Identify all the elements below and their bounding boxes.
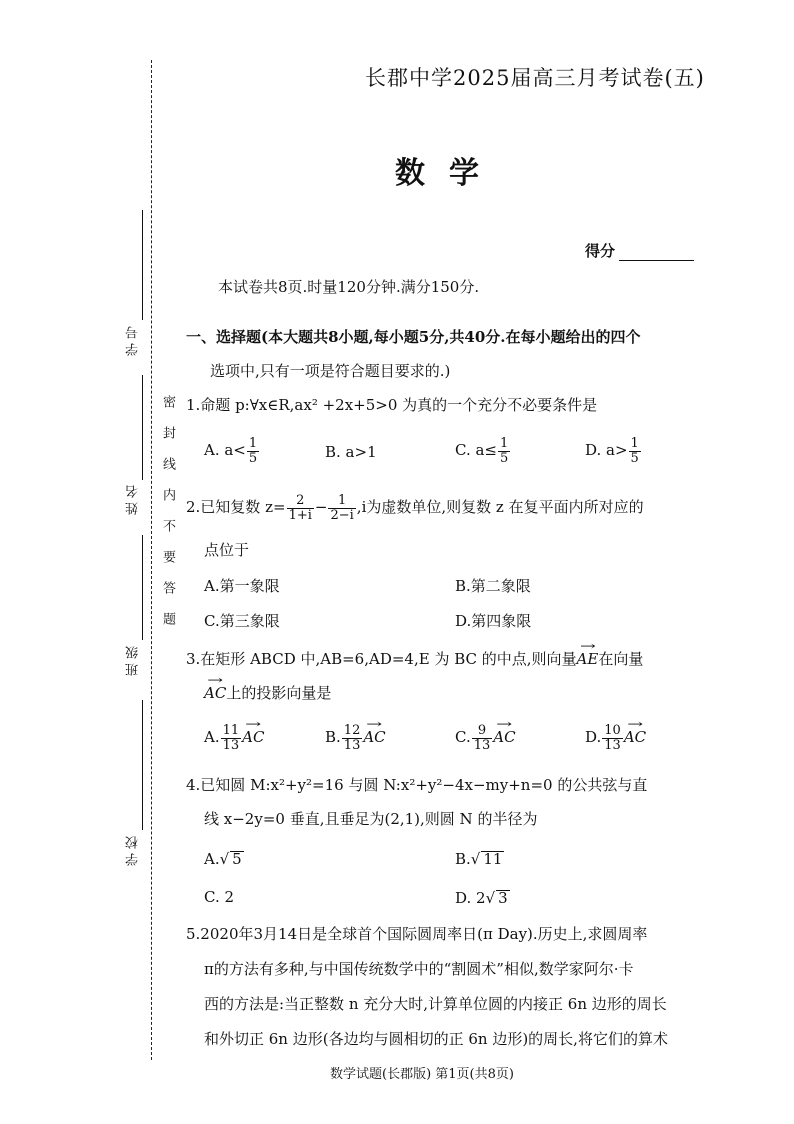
binding-label-name: 姓 名 xyxy=(126,485,141,516)
q4-d-label: D. 2 xyxy=(455,889,486,907)
binding-dashed-line xyxy=(151,60,152,1060)
q3-d-den: 13 xyxy=(604,737,621,753)
exam-intro: 本试卷共8页.时量120分钟.满分150分. xyxy=(218,278,480,296)
q2-option-b: B.第二象限 xyxy=(455,577,531,595)
score-blank xyxy=(619,246,694,261)
binding-line-class xyxy=(142,535,143,640)
q2-stem-a: 2.已知复数 z= xyxy=(186,498,286,517)
q4-b-label: B. xyxy=(455,850,471,868)
q3-stem-line2 xyxy=(204,686,331,701)
q3-option-a xyxy=(204,724,264,752)
q4-b-rad: 11 xyxy=(483,850,503,868)
q3-stem xyxy=(186,652,643,667)
section1-line1: 一、选择题(本大题共8小题,每小题5分,共40分.在每小题给出的四个 xyxy=(186,328,641,346)
exam-title: 长郡中学2025届高三月考试卷(五) xyxy=(365,66,705,90)
q1-c-text: C. a≤ xyxy=(455,441,497,460)
q3-c-num: 9 xyxy=(472,724,493,739)
q1-option-d xyxy=(585,437,642,465)
q4-option-d: D. 2√ 3 xyxy=(455,889,508,907)
q1-d-frac xyxy=(629,437,641,465)
q3-stem-line2-text: 上的投影向量是 xyxy=(226,684,332,702)
binding-line-id xyxy=(142,210,143,320)
binding-line-name xyxy=(142,375,143,480)
q2-f2-den: 2−i xyxy=(330,507,354,523)
q1-c-den: 5 xyxy=(500,450,509,466)
q1-stem: 1.命题 p:∀x∈R,ax² +2x+5>0 为真的一个充分不必要条件是 xyxy=(186,396,598,414)
q5-line4: 和外切正 6n 边形(各边均与圆相切的正 6n 边形)的周长,将它们的算术 xyxy=(204,1030,668,1048)
q3-a-den: 13 xyxy=(222,737,240,753)
q2-f2-num: 1 xyxy=(328,494,355,509)
q1-c-num: 1 xyxy=(500,436,509,451)
q4-option-a: A.√ 5 xyxy=(204,850,242,868)
q3-option-b xyxy=(325,724,386,752)
q3-b-num: 12 xyxy=(343,723,361,738)
q1-d-num: 1 xyxy=(630,436,639,451)
q3-d-num: 10 xyxy=(604,723,621,738)
q3-option-d xyxy=(585,724,646,752)
q1-d-text: D. a> xyxy=(585,441,628,460)
q4-option-c: C. 2 xyxy=(204,888,235,906)
q3-vec-ae: → AE xyxy=(577,652,599,667)
q3-c-label: C. xyxy=(455,728,471,747)
q3-stem-a: 3.在矩形 ABCD 中,AB=6,AD=4,E 为 BC 的中点,则向量 xyxy=(186,650,577,668)
q3-stem-b: 在向量 xyxy=(598,650,644,668)
q3-a-num: 11 xyxy=(222,723,240,738)
binding-label-school: 学 校 xyxy=(126,836,141,867)
binding-label-class: 班 级 xyxy=(126,646,141,677)
q2-minus: − xyxy=(314,498,328,517)
q4-option-b: B.√ 11 xyxy=(455,850,503,868)
q3-d-vec: → AC xyxy=(624,730,646,745)
q3-b-den: 13 xyxy=(343,737,361,753)
q5-line3: 西的方法是:当正整数 n 充分大时,计算单位圆的内接正 6n 边形的周长 xyxy=(204,995,667,1013)
q4-stem-line2: 线 x−2y=0 垂直,且垂足为(2,1),则圆 N 的半径为 xyxy=(204,810,538,828)
page-footer: 数学试题(长郡版) 第1页(共8页) xyxy=(330,1067,514,1082)
q3-b-vec: → AC xyxy=(363,730,385,745)
q1-a-frac xyxy=(247,437,259,465)
q1-option-c xyxy=(455,437,511,465)
seal-notice: 密封线内不要答题 xyxy=(160,395,175,643)
q3-c-den: 13 xyxy=(473,737,491,753)
q1-a-den: 5 xyxy=(248,450,258,466)
q1-option-a xyxy=(204,437,260,465)
section1-heading-line1 xyxy=(186,330,641,345)
score-field xyxy=(585,240,694,261)
q1-c-frac xyxy=(498,437,510,465)
section1-heading-line2: 选项中,只有一项是符合题目要求的.) xyxy=(210,362,451,380)
subject-title: 数学 xyxy=(395,156,503,191)
q4-d-rad: 3 xyxy=(498,889,508,907)
q1-d-den: 5 xyxy=(630,450,639,466)
q2-stem-line2: 点位于 xyxy=(204,541,250,559)
q2-frac2 xyxy=(328,494,355,522)
q4-a-rad: 5 xyxy=(232,850,242,868)
q1-option-b: B. a>1 xyxy=(325,443,377,461)
q2-stem xyxy=(186,494,644,522)
q4-a-label: A. xyxy=(204,850,220,868)
q1-a-num: 1 xyxy=(248,436,258,451)
binding-label-id: 学 号 xyxy=(126,326,141,357)
q2-option-d: D.第四象限 xyxy=(455,612,532,630)
q3-d-label: D. xyxy=(585,728,602,747)
q3-option-c xyxy=(455,724,516,752)
q4-stem-line1: 4.已知圆 M:x²+y²=16 与圆 N:x²+y²−4x−my+n=0 的公共弦与直 xyxy=(186,776,648,794)
q3-vec-ac: → AC xyxy=(204,686,226,701)
q1-a-text: A. a< xyxy=(204,441,246,460)
q2-option-a: A.第一象限 xyxy=(204,577,280,595)
q2-option-c: C.第三象限 xyxy=(204,612,280,630)
q2-stem-b: ,i为虚数单位,则复数 z 在复平面内所对应的 xyxy=(356,498,644,517)
q2-f1-den: 1+i xyxy=(288,507,312,523)
q5-line1: 5.2020年3月14日是全球首个国际圆周率日(π Day).历史上,求圆周率 xyxy=(186,925,648,943)
q3-c-vec: → AC xyxy=(493,730,515,745)
binding-line-school xyxy=(142,700,143,830)
q5-line2: π的方法有多种,与中国传统数学中的“割圆术”相似,数学家阿尔·卡 xyxy=(204,960,634,978)
q2-frac1 xyxy=(287,494,314,522)
score-label: 得分 xyxy=(585,242,616,260)
q2-f1-num: 2 xyxy=(287,494,314,509)
q3-b-label: B. xyxy=(325,728,341,747)
q3-a-label: A. xyxy=(204,728,220,747)
q3-a-vec: → AC xyxy=(242,730,264,745)
